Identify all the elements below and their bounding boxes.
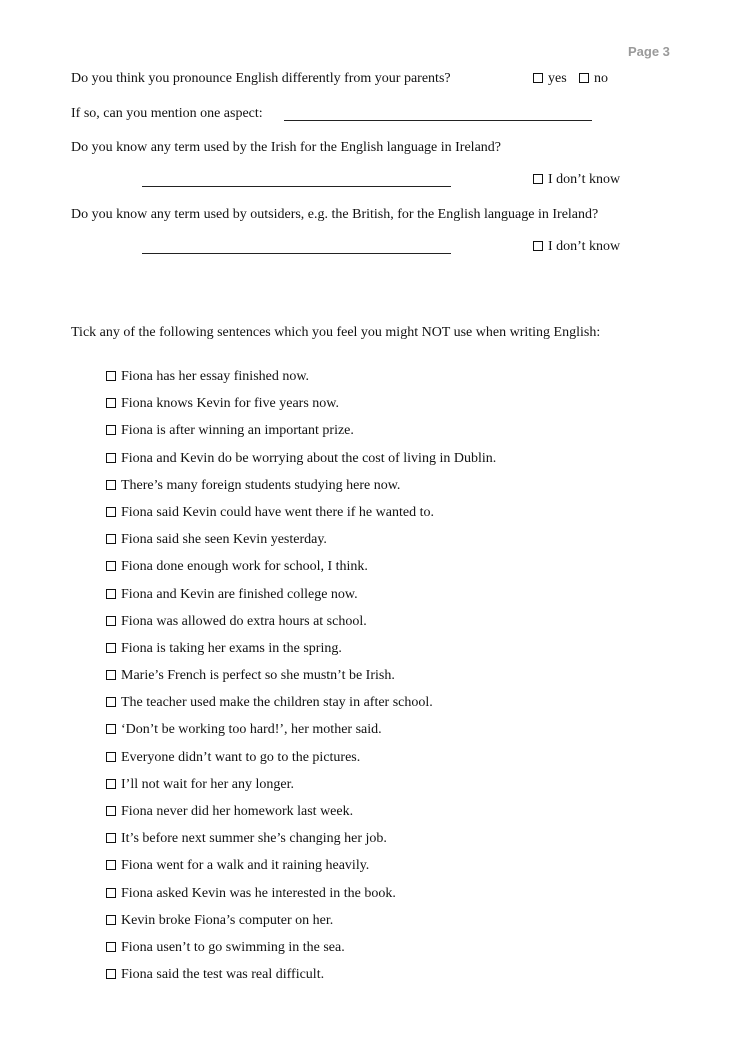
checkbox-icon[interactable]: [533, 241, 543, 251]
sentence-item[interactable]: [106, 588, 496, 615]
checkbox-icon[interactable]: [106, 888, 116, 898]
sentence-text: Kevin broke Fiona’s computer on her.: [121, 912, 334, 928]
checkbox-icon[interactable]: [106, 942, 116, 952]
sentence-item[interactable]: [106, 506, 496, 533]
checkbox-icon[interactable]: [106, 371, 116, 381]
question-aspect: If so, can you mention one aspect:: [71, 106, 263, 121]
sentence-item[interactable]: [106, 914, 496, 941]
checkbox-icon[interactable]: [106, 398, 116, 408]
checkbox-dont-know-irish[interactable]: [533, 172, 620, 188]
sentence-item[interactable]: [106, 452, 496, 479]
sentence-item[interactable]: [106, 533, 496, 560]
question-irish-term: Do you know any term used by the Irish for the English language in Ireland?: [71, 140, 502, 155]
sentence-item[interactable]: [106, 669, 496, 696]
sentence-text: Fiona said Kevin could have went there if he wanted to.: [121, 504, 434, 520]
sentence-text: There’s many foreign students studying here now.: [121, 477, 401, 493]
sentence-text: Fiona was allowed do extra hours at school.: [121, 613, 367, 629]
sentence-text: Fiona never did her homework last week.: [121, 804, 354, 819]
sentence-item[interactable]: [106, 887, 496, 914]
checkbox-icon[interactable]: [106, 425, 116, 435]
sentence-item[interactable]: [106, 859, 496, 886]
checkbox-icon[interactable]: [579, 73, 589, 83]
question-outsider-term: Do you know any term used by outsiders, e.g. the British, for the English language in Ireland?: [71, 207, 599, 222]
checkbox-no[interactable]: [579, 71, 608, 87]
checkbox-icon[interactable]: [106, 724, 116, 734]
irish-term-answer-line[interactable]: [142, 186, 451, 187]
sentence-text: Fiona is after winning an important prize.: [121, 423, 354, 439]
dont-know-label: I don’t know: [548, 239, 621, 254]
sentence-checklist: [106, 370, 496, 995]
sentence-text: I’ll not wait for her any longer.: [121, 776, 295, 792]
sentence-item[interactable]: [106, 479, 496, 506]
checkbox-icon[interactable]: [106, 589, 116, 599]
checkbox-icon[interactable]: [106, 779, 116, 789]
sentences-instruction: Tick any of the following sentences which you feel you might NOT use when writing English:: [71, 325, 601, 340]
checkbox-icon[interactable]: [106, 833, 116, 843]
sentence-item[interactable]: [106, 397, 496, 424]
sentence-text: Fiona went for a walk and it raining heavily.: [121, 858, 370, 874]
sentence-text: The teacher used make the children stay in after school.: [121, 695, 433, 711]
dont-know-label: I don’t know: [548, 172, 621, 187]
page-number: Page 3: [628, 44, 670, 59]
checkbox-icon[interactable]: [106, 806, 116, 816]
yes-label: yes: [548, 71, 567, 86]
checkbox-icon[interactable]: [106, 480, 116, 490]
sentence-text: Fiona done enough work for school, I think.: [121, 559, 368, 575]
outsider-term-answer-line[interactable]: [142, 253, 451, 254]
question-pronunciation: Do you think you pronounce English differently from your parents?: [71, 71, 451, 86]
sentence-item[interactable]: [106, 941, 496, 968]
sentence-item[interactable]: [106, 968, 496, 995]
aspect-answer-line[interactable]: [284, 120, 592, 121]
checkbox-icon[interactable]: [106, 643, 116, 653]
checkbox-icon[interactable]: [106, 670, 116, 680]
sentence-text: Fiona and Kevin do be worrying about the cost of living in Dublin.: [121, 450, 497, 466]
sentence-item[interactable]: [106, 560, 496, 587]
sentence-text: Fiona said the test was real difficult.: [121, 967, 325, 983]
sentence-item[interactable]: [106, 805, 496, 832]
checkbox-yes[interactable]: [533, 71, 567, 87]
sentence-text: Fiona is taking her exams in the spring.: [121, 640, 342, 656]
sentence-text: It’s before next summer she’s changing her job.: [121, 831, 387, 847]
sentence-item[interactable]: [106, 370, 496, 397]
sentence-text: Fiona said she seen Kevin yesterday.: [121, 532, 327, 548]
sentence-item[interactable]: [106, 424, 496, 451]
sentence-item[interactable]: [106, 615, 496, 642]
checkbox-icon[interactable]: [106, 697, 116, 707]
sentence-text: Fiona knows Kevin for five years now.: [121, 396, 339, 412]
sentence-item[interactable]: [106, 751, 496, 778]
checkbox-dont-know-outsider[interactable]: [533, 239, 620, 255]
checkbox-icon[interactable]: [106, 616, 116, 626]
checkbox-icon[interactable]: [106, 453, 116, 463]
sentence-text: Fiona has her essay finished now.: [121, 369, 310, 384]
checkbox-icon[interactable]: [533, 73, 543, 83]
checkbox-icon[interactable]: [106, 969, 116, 979]
no-label: no: [594, 71, 608, 86]
sentence-text: Fiona usen’t to go swimming in the sea.: [121, 939, 345, 955]
sentence-text: Fiona and Kevin are finished college now.: [121, 586, 358, 602]
sentence-item[interactable]: [106, 832, 496, 859]
checkbox-icon[interactable]: [106, 752, 116, 762]
checkbox-icon[interactable]: [106, 561, 116, 571]
sentence-text: ‘Don’t be working too hard!’, her mother said.: [121, 722, 382, 738]
sentence-item[interactable]: [106, 778, 496, 805]
sentence-item[interactable]: [106, 642, 496, 669]
checkbox-icon[interactable]: [106, 915, 116, 925]
sentence-item[interactable]: [106, 723, 496, 750]
checkbox-icon[interactable]: [106, 534, 116, 544]
checkbox-icon[interactable]: [106, 860, 116, 870]
sentence-text: Fiona asked Kevin was he interested in the book.: [121, 885, 396, 901]
sentence-text: Everyone didn’t want to go to the pictures.: [121, 749, 361, 765]
sentence-item[interactable]: [106, 696, 496, 723]
sentence-text: Marie’s French is perfect so she mustn’t be Irish.: [121, 668, 395, 684]
checkbox-icon[interactable]: [533, 174, 543, 184]
checkbox-icon[interactable]: [106, 507, 116, 517]
